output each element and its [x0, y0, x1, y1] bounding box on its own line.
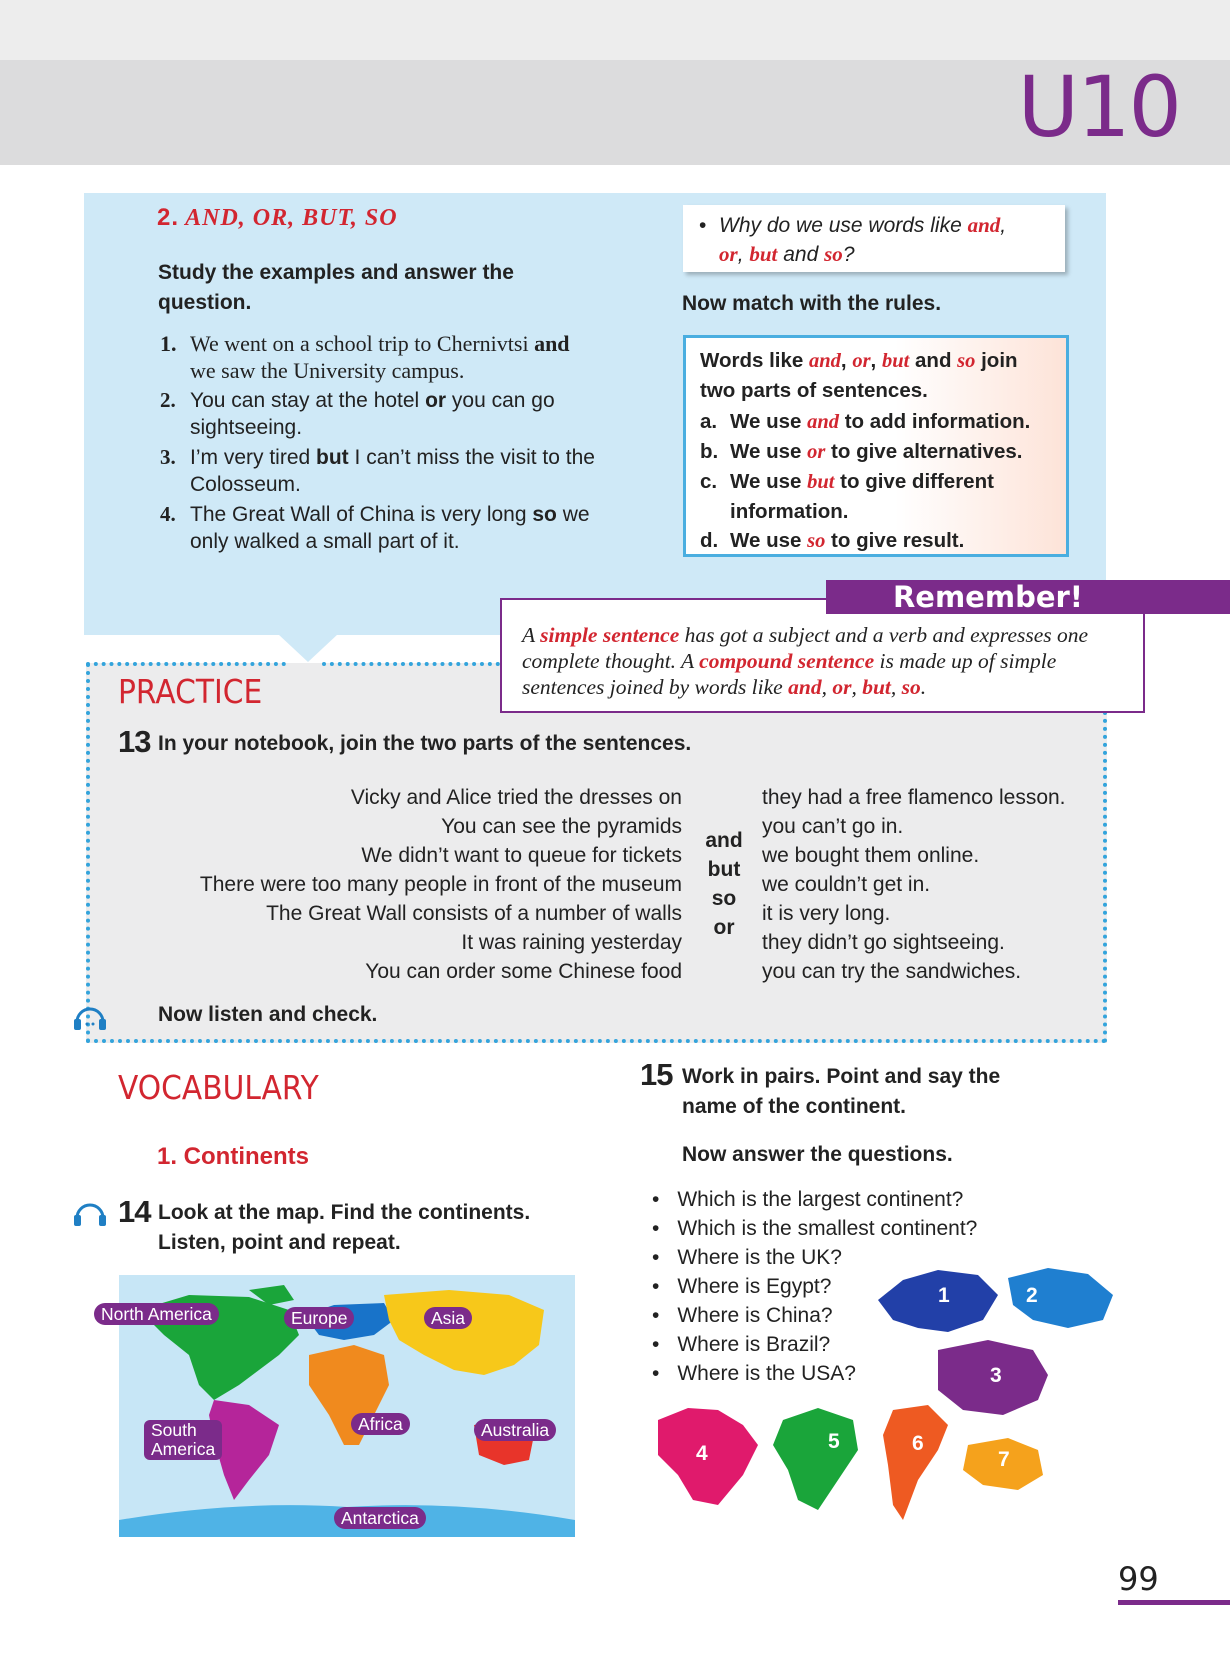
match-instruction: Now match with the rules.	[682, 292, 942, 315]
study-instruction: Study the examples and answer the question.	[158, 261, 514, 314]
grammar-notch	[278, 634, 338, 662]
remember-title: Remember!	[826, 580, 1230, 614]
connector-words	[700, 826, 748, 942]
continent-number: 7	[998, 1448, 1010, 1471]
remember-box: A simple sentence has got a subject and a verb and expresses one complete thought. A compound sentence is made up of simple sentences joined by words like and, or, but, so.	[500, 598, 1145, 713]
exercise-number: 14	[118, 1194, 151, 1229]
label-africa: Africa	[351, 1413, 410, 1435]
connector: but	[707, 858, 741, 881]
rule-item: d. We use so to give result.	[700, 529, 965, 552]
continent-number: 4	[696, 1442, 708, 1465]
exercise-number: 15	[640, 1057, 673, 1092]
connector: or	[713, 916, 735, 939]
connector: so	[711, 887, 737, 910]
sentence-part: We didn’t want to queue for tickets	[361, 844, 682, 867]
top-band-light	[0, 0, 1230, 60]
rule-item: b. We use or to give alternatives.	[700, 440, 1023, 463]
practice-border	[86, 662, 286, 666]
label-europe: Europe	[284, 1307, 354, 1329]
example-item: 3. I’m very tired but I can’t miss the visit to the Colosseum.	[160, 445, 595, 496]
rule-item: c. We use but to give different information.	[700, 470, 994, 523]
page-number: 99	[1118, 1560, 1159, 1598]
continent-number: 5	[828, 1430, 840, 1453]
sentence-part: You can see the pyramids	[441, 815, 682, 838]
list-item: • Where is Brazil?	[652, 1333, 831, 1356]
list-item: • Where is the UK?	[652, 1246, 842, 1269]
sentence-part: It was raining yesterday	[461, 931, 682, 954]
why-question-box: • Why do we use words like and, or, but and so?	[683, 205, 1065, 272]
rules-intro: Words like and, or, but and so join two parts of sentences.	[700, 349, 1018, 402]
grammar-examples	[160, 330, 600, 558]
continents-illustration	[648, 1260, 1118, 1542]
list-item: • Where is Egypt?	[652, 1275, 832, 1298]
practice-border	[322, 662, 500, 666]
sentence-part: Vicky and Alice tried the dresses on	[350, 786, 682, 809]
example-item: 4. The Great Wall of China is very long so we only walked a small part of it.	[160, 502, 590, 553]
sentence-part: they didn’t go sightseeing.	[762, 931, 1005, 954]
headphones-icon[interactable]	[72, 1004, 108, 1032]
exercise-number: 13	[118, 724, 151, 759]
list-item: • Which is the smallest continent?	[652, 1217, 978, 1240]
sentence-part: we couldn’t get in.	[762, 873, 931, 896]
continent-number: 1	[938, 1284, 950, 1307]
sentence-part: you can’t go in.	[762, 815, 904, 838]
unit-label: U10	[1017, 58, 1180, 156]
sentence-part: it is very long.	[762, 902, 891, 925]
list-item: • Where is the USA?	[652, 1362, 856, 1385]
exercise-instruction: In your notebook, join the two parts of the sentences.	[158, 732, 692, 755]
sentence-part: you can try the sandwiches.	[762, 960, 1022, 983]
example-item: 1. We went on a school trip to Chernivtsi and we saw the University campus.	[160, 331, 570, 383]
list-item: • Where is China?	[652, 1304, 833, 1327]
rule-item: a. We use and to add information.	[700, 410, 1031, 433]
vocabulary-title: VOCABULARY	[118, 1068, 319, 1107]
example-item: 2. You can stay at the hotel or you can go sightseeing.	[160, 388, 555, 439]
continent-number: 6	[912, 1432, 924, 1455]
sentence-part: There were too many people in front of the museum	[199, 873, 682, 896]
sentence-first-parts	[102, 783, 682, 986]
sentence-part: they had a free flamenco lesson.	[762, 786, 1066, 809]
label-antarctica: Antarctica	[334, 1507, 426, 1529]
label-north-america: North America	[94, 1303, 219, 1325]
vocabulary-subtitle: 1. Continents	[157, 1143, 310, 1170]
rules-box	[683, 335, 1069, 557]
continent-number: 3	[990, 1364, 1002, 1387]
exercise-instruction: Look at the map. Find the continents. Listen, point and repeat.	[158, 1201, 531, 1254]
exercise-instruction: Work in pairs. Point and say the name of the continent.	[682, 1065, 1001, 1118]
label-asia: Asia	[424, 1307, 472, 1329]
headphones-icon[interactable]	[72, 1200, 108, 1228]
answer-instruction: Now answer the questions.	[682, 1143, 953, 1166]
list-item: • Which is the largest continent?	[652, 1188, 964, 1211]
world-map	[101, 1275, 575, 1537]
listen-check-instruction: Now listen and check.	[158, 1003, 378, 1026]
practice-title: PRACTICE	[118, 672, 263, 711]
label-south-america: South America	[144, 1420, 222, 1460]
sentence-part: we bought them online.	[762, 844, 980, 867]
continents-shapes	[648, 1260, 1118, 1542]
sentence-part: The Great Wall consists of a number of walls	[266, 902, 682, 925]
label-australia: Australia	[474, 1419, 556, 1441]
sentence-second-parts	[762, 783, 1132, 986]
grammar-title: 2. AND, OR, BUT, SO	[157, 204, 398, 231]
page-number-underline	[1118, 1600, 1230, 1605]
connector: and	[705, 829, 743, 852]
sentence-part: You can order some Chinese food	[365, 960, 682, 983]
continent-number: 2	[1026, 1284, 1038, 1307]
